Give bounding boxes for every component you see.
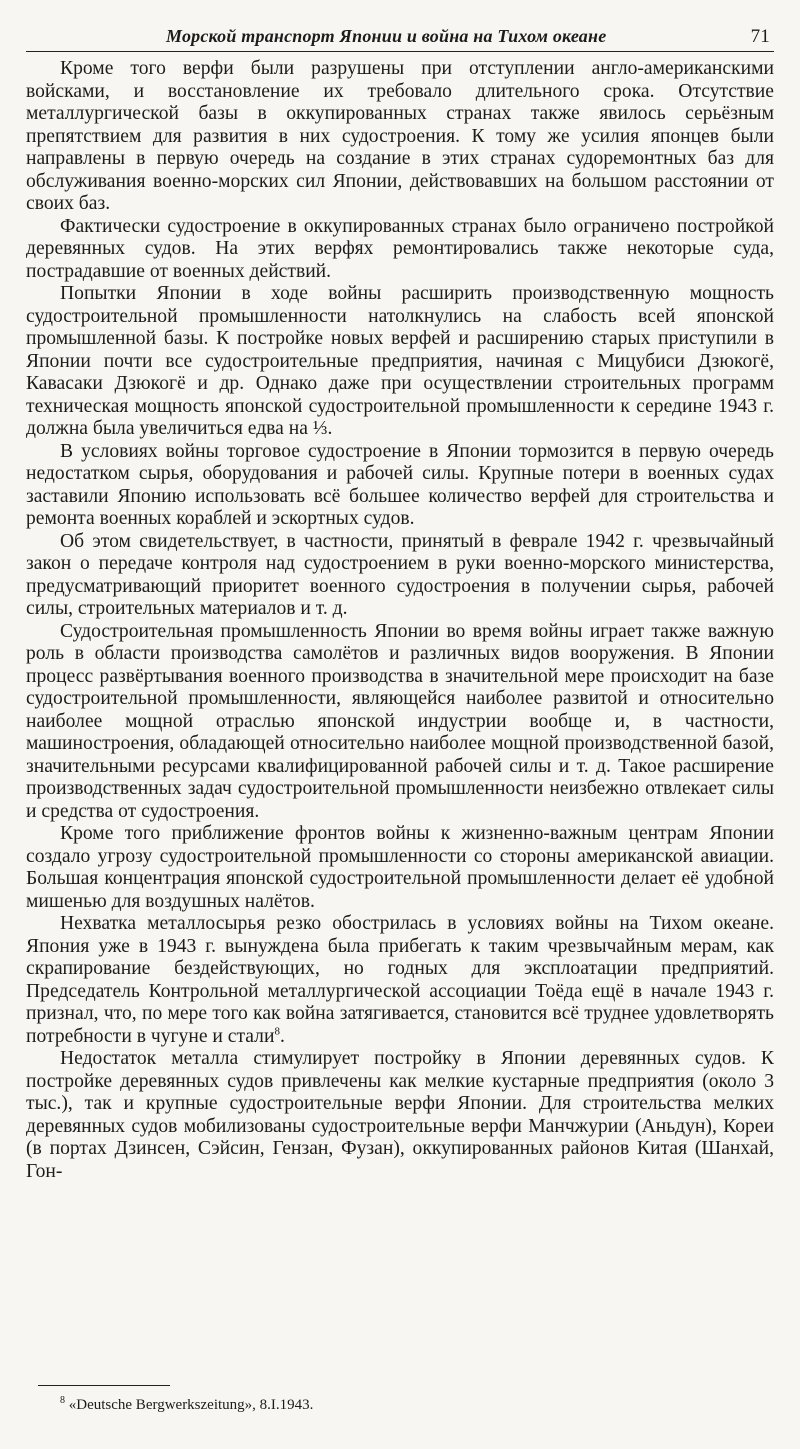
paragraph-9: Недостаток металла стимулирует постройку в Японии деревянных судов. К постройке деревянных судов привлечены как мелкие кустарные предприятия (около 3 тыс.), так и крупные судостроительные верфи Японии. Для строительства мелких деревянных судов мобилизованы судостроительные верфи Манчжурии (Аньдун), Кореи (в портах Дзинсен, Сэйсин, Гензан, Фузан), оккупированных районов Китая (Шанхай, Гон-: [26, 1048, 774, 1182]
paragraph-7: Кроме того приближение фронтов войны к жизненно-важным центрам Японии создало угрозу судостроительной промышленности со стороны американской авиации. Большая концентрация японской судостроительной промышленности делает её удобной мишенью для воздушных налётов.: [26, 823, 774, 912]
footnote-marker: 8: [60, 1395, 65, 1406]
running-header: [26, 26, 774, 52]
page-number: 71: [750, 26, 770, 47]
paragraph-8-text: Нехватка металлосырья резко обострилась в условиях войны на Тихом океане. Япония уже в 1943 г. вынуждена была прибегать к таким чрезвычайным мерам, как скрапирование бездействующих, но годных для эксплоатации предприятий. Председатель Контрольной металлургической ассоциации Тоёда ещё в начале 1943 г. признал, что, по мере того как война затягивается, становится всё труднее удовлетворять потребности в чугуне и стали: [26, 913, 774, 1047]
paragraph-5: Об этом свидетельствует, в частности, принятый в феврале 1942 г. чрезвычайный закон о передаче контроля над судостроением в руки военно-морского министерства, предусматривающий приоритет военного судостроения в получении сырья, рабочей силы, строительных материалов и т. д.: [26, 530, 774, 619]
paragraph-8: [26, 913, 774, 1048]
paragraph-8-end: .: [279, 1025, 285, 1047]
footnote-reference[interactable]: 8: [274, 1024, 280, 1037]
paragraph-3: Попытки Японии в ходе войны расширить производственную мощность судостроительной промышленности натолкнулись на слабость всей японской промышленной базы. К постройке новых верфей и расширению старых приступили в Японии почти все судостроительные предприятия, начиная с Мицубиси Дзюкогё, Кавасаки Дзюкогё и др. Однако даже при осуществлении строительных программ техническая мощность японской судостроительной промышленности к середине 1943 г. должна была увеличиться едва на ⅓.: [26, 283, 774, 439]
paragraph-2: Фактически судостроение в оккупированных странах было ограничено постройкой деревянных судов. На этих верфях ремонтировались также некоторые суда, пострадавшие от военных действий.: [26, 215, 774, 282]
running-title: Морской транспорт Японии и война на Тихом океане: [166, 26, 607, 46]
paragraph-1: Кроме того верфи были разрушены при отступлении англо-американскими войсками, и восстановление их требовало длительного срока. Отсутствие металлургической базы в оккупированных странах также явилось серьёзным препятствием для развития в них судостроения. К тому же усилия японцев были направлены в первую очередь на создание в этих странах судоремонтных баз для обслуживания военно-морских сил Японии, действовавших на большом расстоянии от своих баз.: [26, 58, 774, 214]
footnote-text: «Deutsche Bergwerkszeitung», 8.I.1943.: [68, 1397, 314, 1413]
footnote: [60, 1395, 313, 1414]
paragraph-6: Судостроительная промышленность Японии во время войны играет также важную роль в области производства самолётов и различных видов вооружения. В Японии процесс развёртывания военного производства в значительной мере происходит на базе судостроительной промышленности, являющейся наиболее развитой и относительно наиболее мощной отраслью японской индустрии вообще и, в частности, машиностроения, обладающей относительно наиболее мощной производственной базой, значительными ресурсами квалифицированной рабочей силы и т. д. Такое расширение производственных задач судостроительной промышленности неизбежно отвлекает силы и средства от судостроения.: [26, 620, 774, 822]
footnote-divider: [38, 1385, 170, 1386]
body-text: [26, 58, 774, 1183]
paragraph-4: В условиях войны торговое судостроение в Японии тормозится в первую очередь недостатком сырья, оборудования и рабочей силы. Крупные потери в военных судах заставили Японию использовать всё большее количество верфей для строительства и ремонта военных кораблей и эскортных судов.: [26, 440, 774, 529]
